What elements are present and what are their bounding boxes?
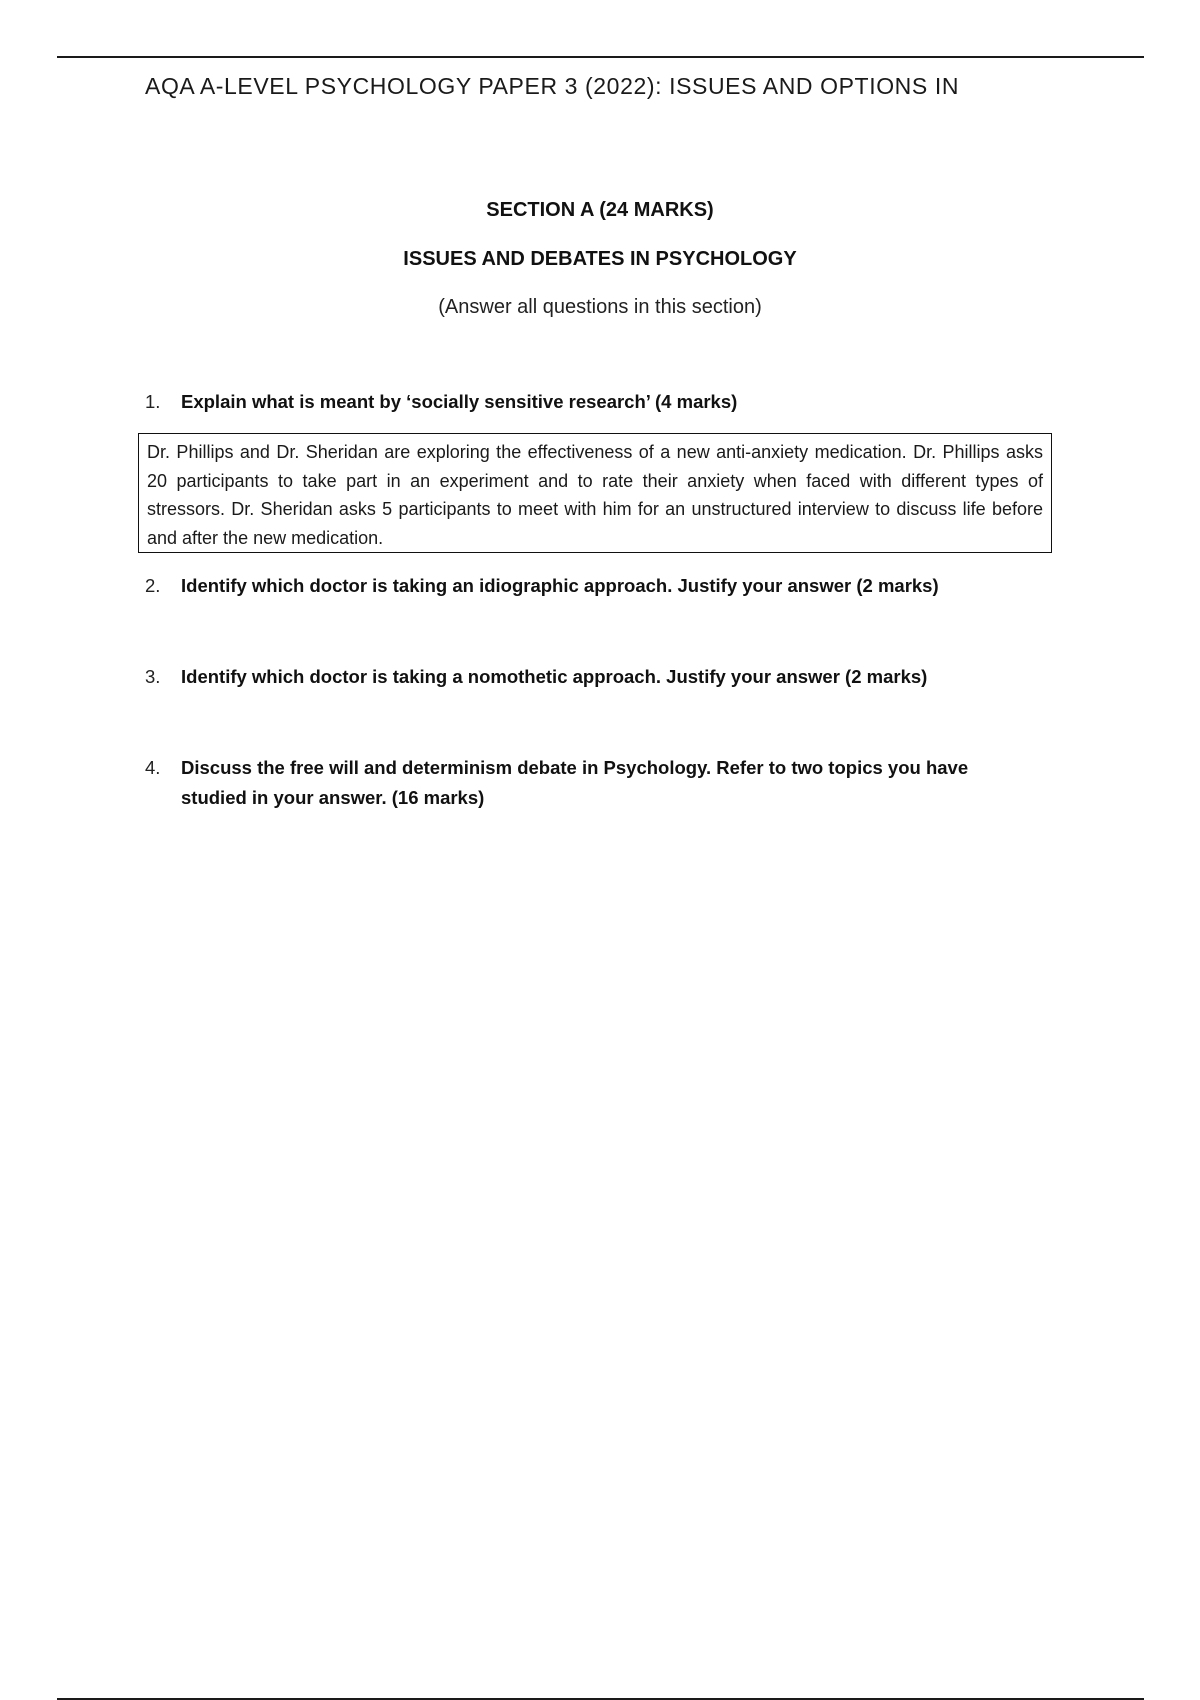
question-4 bbox=[145, 753, 1025, 813]
question-text: Identify which doctor is taking an idiographic approach. Justify your answer (2 marks) bbox=[181, 575, 939, 596]
question-text: Discuss the free will and determinism debate in Psychology. Refer to two topics you have studied in your answer. (16 marks) bbox=[181, 757, 969, 808]
question-number: 4. bbox=[145, 757, 161, 778]
question-text: Explain what is meant by ‘socially sensitive research’ (4 marks) bbox=[181, 391, 738, 412]
top-divider bbox=[57, 56, 1144, 58]
question-number: 2. bbox=[145, 575, 161, 596]
section-instruction: (Answer all questions in this section) bbox=[438, 296, 762, 318]
question-2 bbox=[145, 571, 1025, 601]
document-title: AQA A-LEVEL PSYCHOLOGY PAPER 3 (2022): ISSUES AND OPTIONS IN bbox=[145, 73, 960, 99]
section-heading: SECTION A (24 MARKS) bbox=[486, 199, 714, 221]
question-number: 1. bbox=[145, 391, 161, 412]
question-text: Identify which doctor is taking a nomothetic approach. Justify your answer (2 marks) bbox=[181, 666, 928, 687]
question-number: 3. bbox=[145, 666, 161, 687]
question-3 bbox=[145, 662, 1025, 692]
section-subheading: ISSUES AND DEBATES IN PSYCHOLOGY bbox=[403, 248, 797, 270]
question-1 bbox=[145, 387, 1025, 417]
scenario-box: Dr. Phillips and Dr. Sheridan are exploring the effectiveness of a new anti-anxiety medication. Dr. Phillips asks 20 participants to take part in an experiment and to rate their anxiety when faced with different types of stressors. Dr. Sheridan asks 5 participants to meet with him for an unstructured interview to discuss life before and after the new medication. bbox=[138, 433, 1052, 553]
